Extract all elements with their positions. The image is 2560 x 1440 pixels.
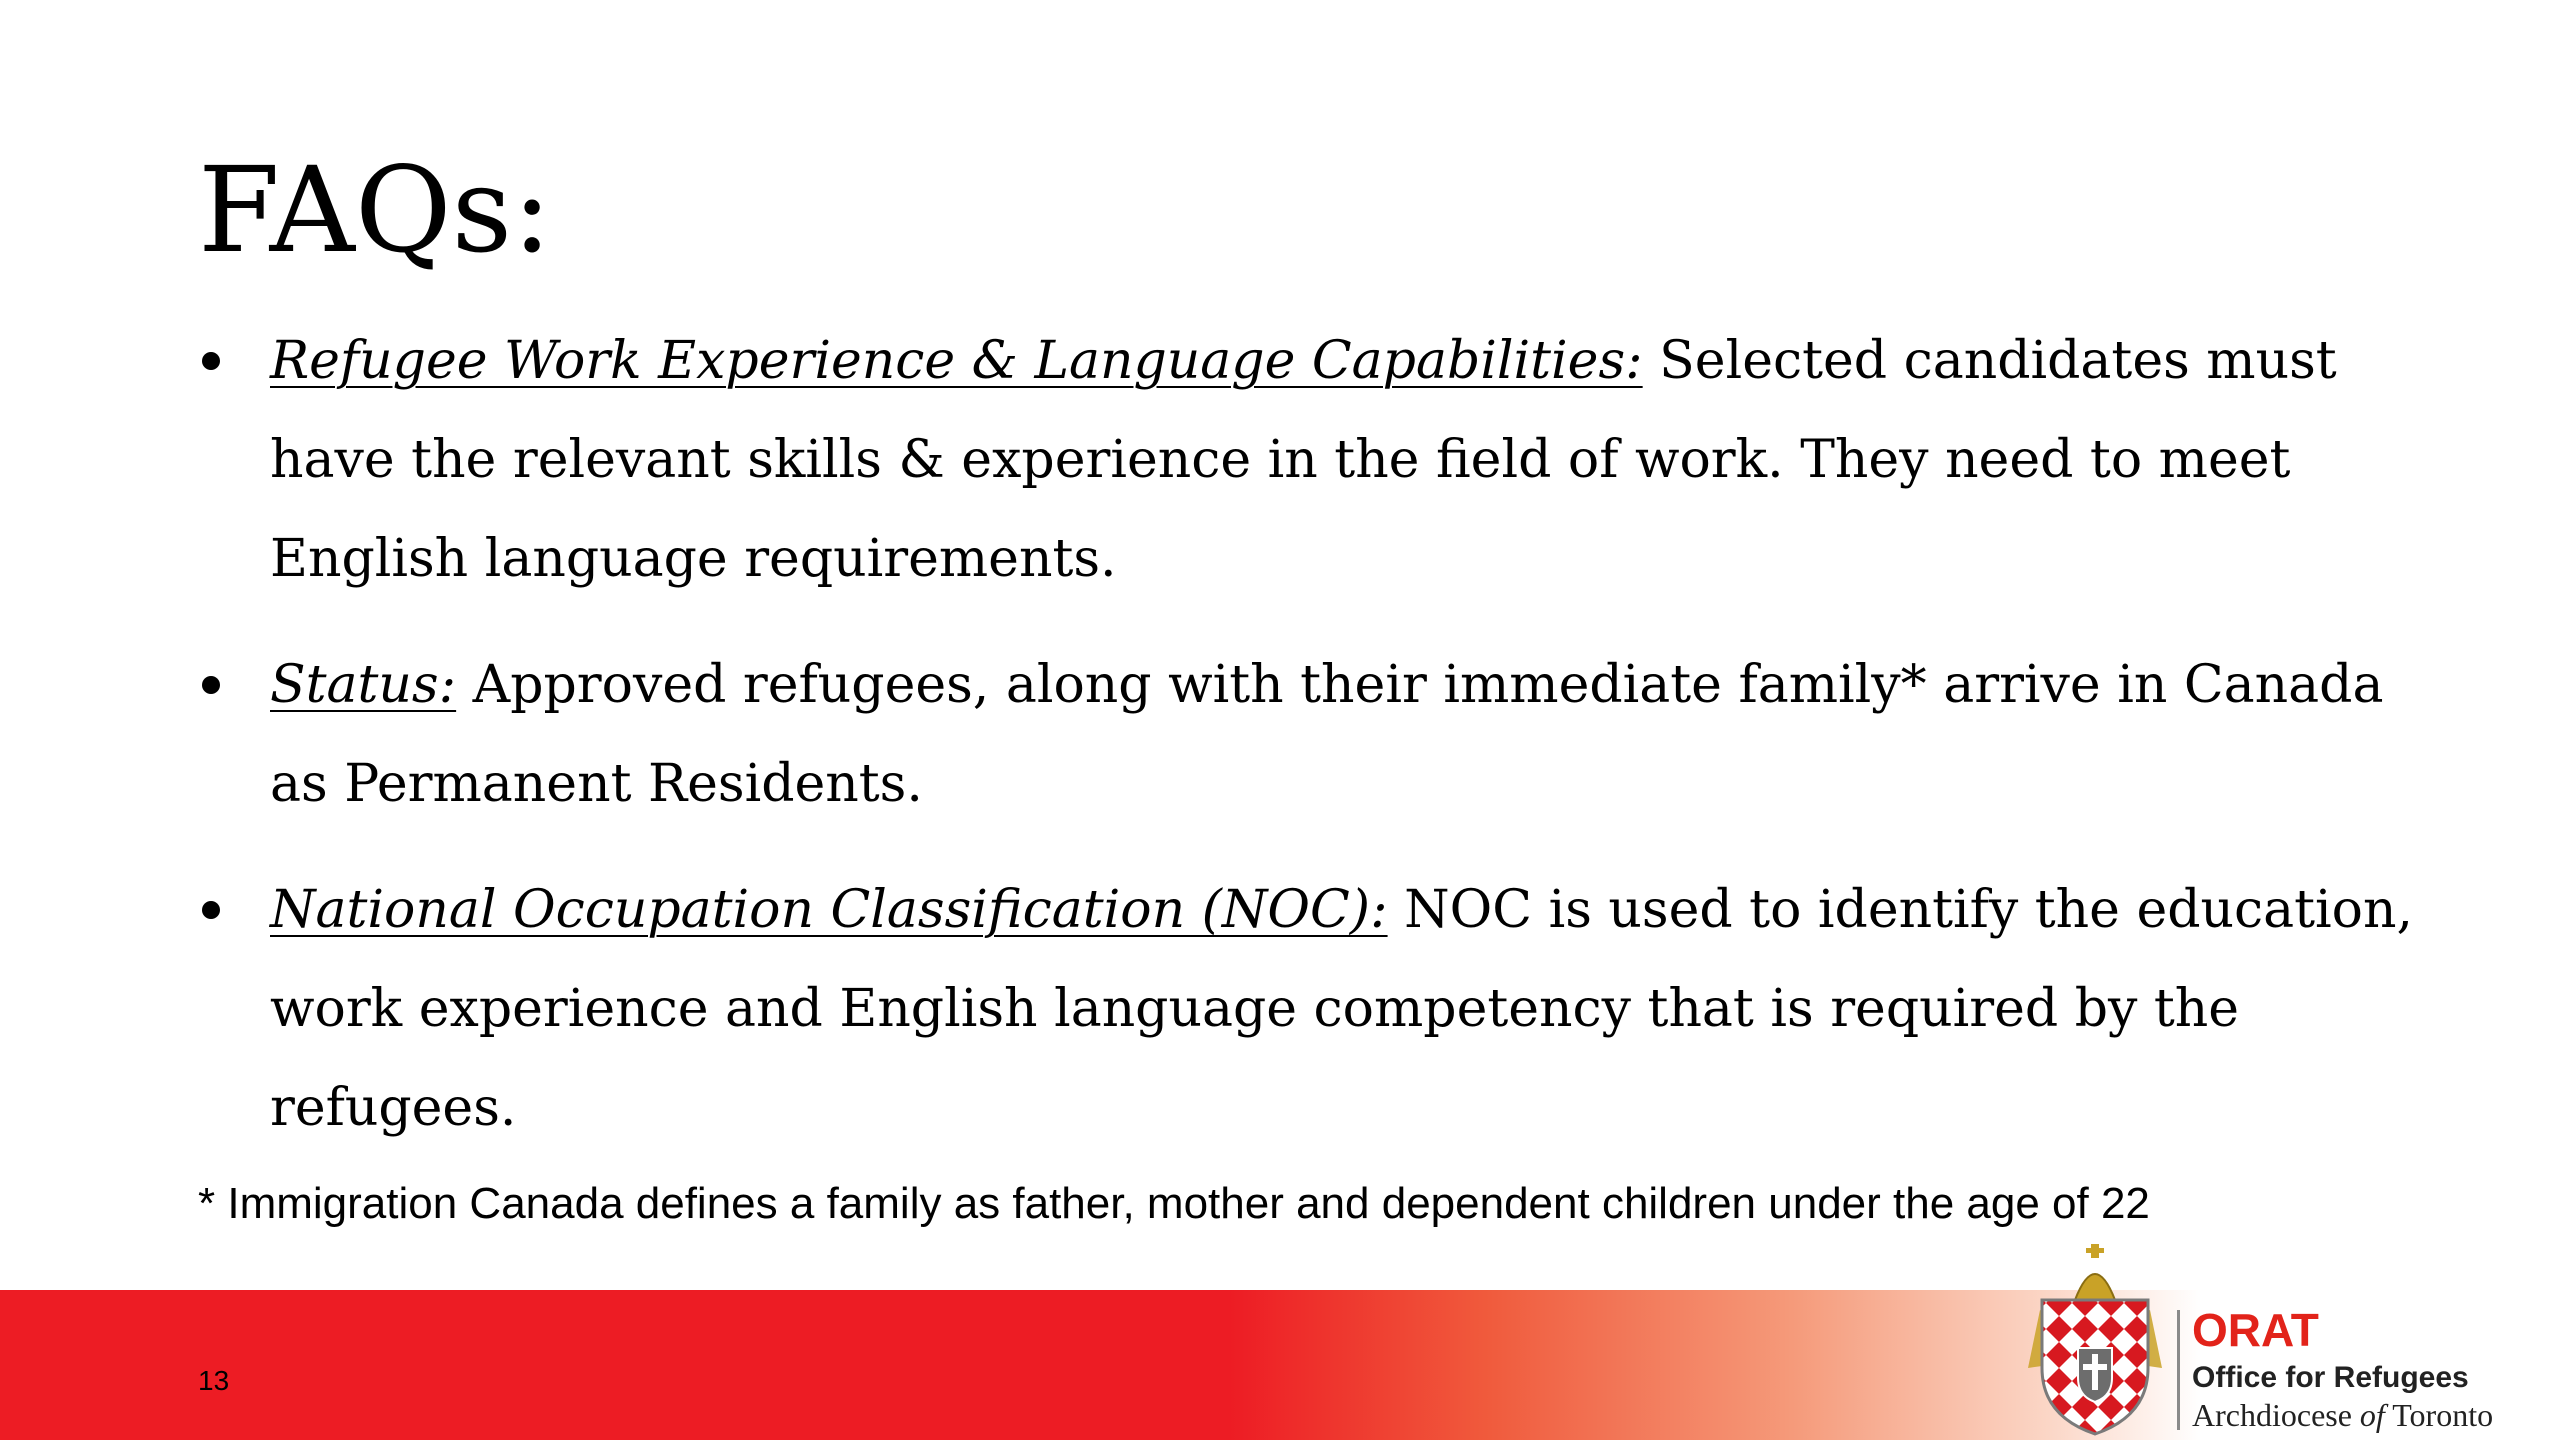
bullet-text: Approved refugees, along with their immediate family* arrive in Canada as Permanent Residents. (270, 655, 2384, 814)
logo-archdiocese-name (2192, 1396, 2493, 1434)
bullet-status (198, 636, 2438, 834)
bullet-dot-icon (202, 676, 220, 694)
logo-toronto-word: Toronto (2384, 1397, 2494, 1433)
archdiocese-crest-icon (2020, 1238, 2170, 1438)
bullet-term: National Occupation Classification (NOC): (270, 880, 1388, 940)
logo-of-word: of (2359, 1397, 2385, 1433)
logo-acronym: ORAT (2192, 1304, 2319, 1356)
bullet-work-experience (198, 312, 2438, 609)
logo-archdiocese-word: Archdiocese (2192, 1397, 2360, 1433)
bullet-text: Selected candidates must have the relevant skills & experience in the field of work. They need to meet English language requirements. (270, 331, 2337, 589)
bullet-list (198, 312, 2438, 1158)
bullet-dot-icon (202, 901, 220, 919)
footnote: * Immigration Canada defines a family as father, mother and dependent children under the age of 22 (198, 1179, 2150, 1228)
logo-office-name: Office for Refugees (2192, 1361, 2469, 1394)
bullet-noc (198, 861, 2438, 1158)
slide-title: FAQs: (198, 141, 552, 279)
bullet-dot-icon (202, 352, 220, 370)
bullet-term: Status: (270, 655, 457, 715)
bullet-text: NOC is used to identify the education, work experience and English language competency that is required by the refugees. (270, 880, 2413, 1138)
page-number: 13 (198, 1365, 230, 1396)
bullet-term: Refugee Work Experience & Language Capabilities: (270, 331, 1643, 391)
orat-logo (2020, 1238, 2540, 1438)
logo-divider (2177, 1310, 2180, 1430)
